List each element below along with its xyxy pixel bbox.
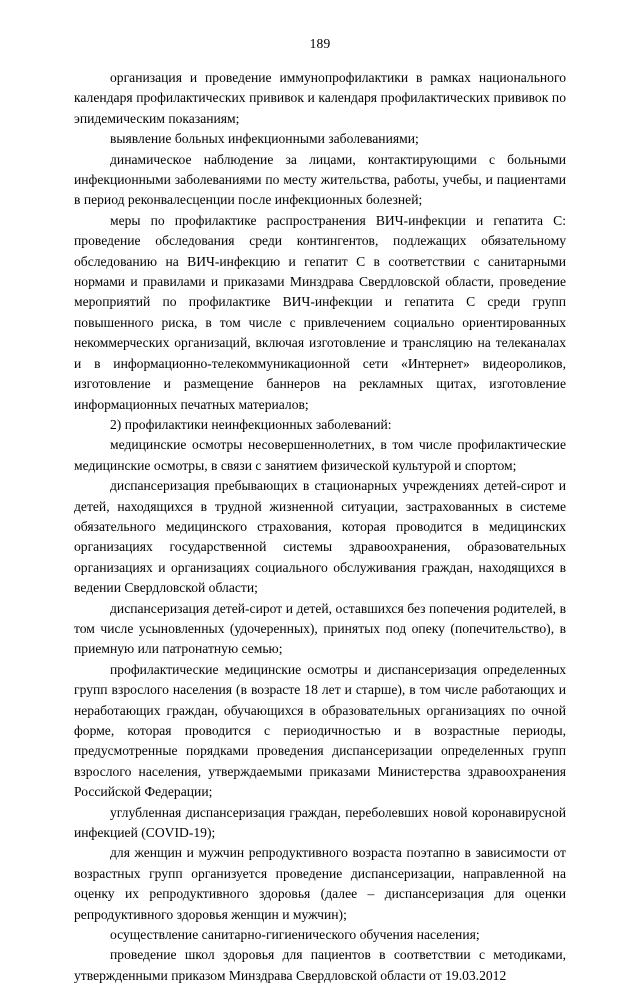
paragraph: динамическое наблюдение за лицами, контактирующими с больными инфекционными заболеваниями по месту жительства, работы, учебы, и пациентами в период реконвалесценции после инфекционных болезней; <box>74 151 566 208</box>
page-number: 189 <box>309 36 331 51</box>
paragraph: меры по профилактике распространения ВИЧ-инфекции и гепатита С: проведение обследования среди контингентов, подлежащих обязательному обследованию на ВИЧ-инфекцию и гепатит С в соответствии с санитарными нормами и правилами и приказами Минздрава Свердловской области, проведение мероприятий по профилактике ВИЧ-инфекции и гепатита С среди групп повышенного риска, в том числе с привлечением социально ориентированных некоммерческих организаций, включая изготовление и трансляцию на телеканалах и в информационно-телекоммуникационной сети «Интернет» видеороликов, изготовление и размещение баннеров на рекламных щитах, изготовление информационных печатных материалов; <box>74 212 566 412</box>
paragraph: для женщин и мужчин репродуктивного возраста поэтапно в зависимости от возрастных групп организуется проведение диспансеризации, направленной на оценку их репродуктивного здоровья (далее – диспансеризация для оценки репродуктивного здоровья женщин и мужчин); <box>74 845 566 922</box>
document-page <box>0 36 640 983</box>
paragraph: профилактические медицинские осмотры и диспансеризация определенных групп взрослого населения (в возрасте 18 лет и старше), в том числе работающих и неработающих граждан, обучающихся в образовательных организациях по очной форме, которая проводится с периодичностью и в возрастные периоды, предусмотренные порядками проведения диспансеризации определенных групп взрослого населения, утверждаемыми приказами Министерства здравоохранения Российской Федерации; <box>74 661 566 800</box>
document-body <box>74 68 566 986</box>
paragraph: выявление больных инфекционными заболеваниями; <box>110 131 419 147</box>
paragraph: проведение школ здоровья для пациентов в соответствии с методиками, утвержденными приказом Минздрава Свердловской области от 19.03.2012 <box>74 947 566 983</box>
paragraph: медицинские осмотры несовершеннолетних, в том числе профилактические медицинские осмотры, в связи с занятием физической культурой и спортом; <box>74 437 566 473</box>
paragraph: осуществление санитарно-гигиенического обучения населения; <box>110 927 480 943</box>
paragraph: организация и проведение иммунопрофилактики в рамках национального календаря профилактических прививок и календаря профилактических прививок по эпидемическим показаниям; <box>74 70 566 126</box>
paragraph: 2) профилактики неинфекционных заболеваний: <box>110 416 392 432</box>
paragraph: диспансеризация детей-сирот и детей, оставшихся без попечения родителей, в том числе усыновленных (удочеренных), принятых под опеку (попечительство), в приемную или патронатную семью; <box>74 600 566 657</box>
paragraph: углубленная диспансеризация граждан, переболевших новой коронавирусной инфекцией (COVID-19); <box>74 804 566 841</box>
paragraph: диспансеризация пребывающих в стационарных учреждениях детей-сирот и детей, находящихся в трудной жизненной ситуации, застрахованных в системе обязательного медицинского страхования, которая проводится в медицинских организациях государственной системы здравоохранения, образовательных организациях и организациях социального обслуживания граждан, находящихся в ведении Свердловской области; <box>74 478 566 596</box>
